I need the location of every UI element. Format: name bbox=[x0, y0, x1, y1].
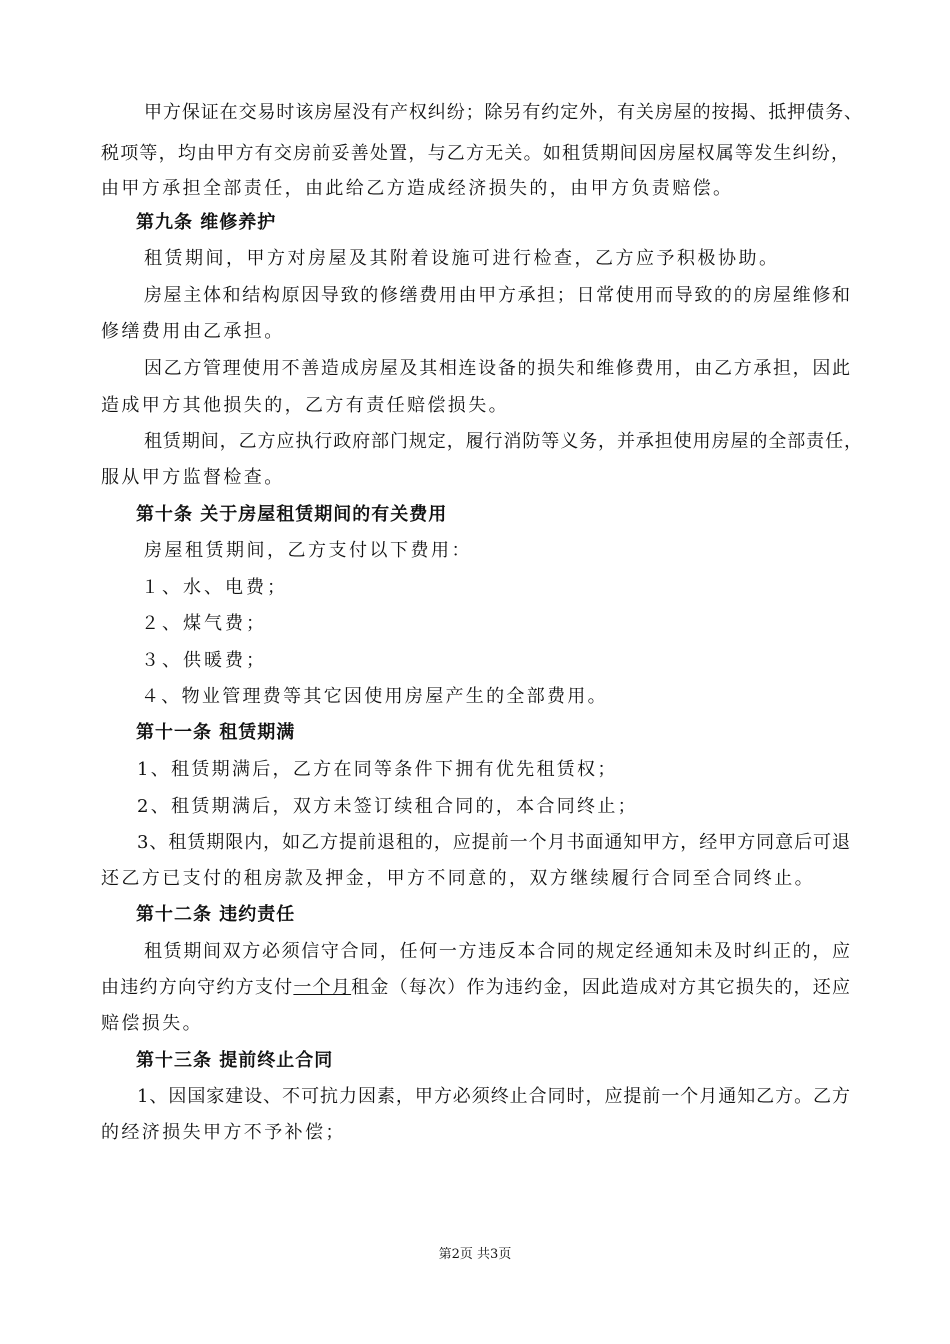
article-10-heading: 第十条 关于房屋租赁期间的有关费用 bbox=[136, 504, 448, 525]
paragraph-line: 修缮费用由乙承担。 bbox=[101, 321, 285, 342]
paragraph-line: 1、因国家建设、不可抗力因素，甲方必须终止合同时，应提前一个月通知乙方。乙方 bbox=[137, 1086, 850, 1107]
penalty-amount-underlined: 一个月 bbox=[293, 977, 352, 998]
article-12-heading: 第十二条 违约责任 bbox=[136, 904, 296, 925]
paragraph-line: 房屋主体和结构原因导致的修缮费用由甲方承担；日常使用而导致的的房屋维修和 bbox=[144, 285, 850, 306]
page-number-footer: 第2页 共3页 bbox=[438, 1247, 512, 1262]
paragraph-text: 由违约方向守约方支付 bbox=[101, 977, 294, 998]
paragraph-line bbox=[101, 976, 850, 1000]
article-9-heading: 第九条 维修养护 bbox=[136, 212, 277, 233]
paragraph-line: 甲方保证在交易时该房屋没有产权纠纷；除另有约定外，有关房屋的按揭、抵押债务、 bbox=[144, 102, 862, 123]
fee-list-item: １、水、电费； bbox=[141, 577, 288, 598]
paragraph-line: 2、租赁期满后，双方未签订续租合同的，本合同终止； bbox=[137, 796, 638, 817]
fee-list-item: ４、物业管理费等其它因使用房屋产生的全部费用。 bbox=[141, 686, 608, 707]
paragraph-line: 服从甲方监督检查。 bbox=[101, 467, 285, 488]
paragraph-line: 租赁期间，乙方应执行政府部门规定，履行消防等义务，并承担使用房屋的全部责任， bbox=[144, 431, 862, 452]
paragraph-line: 因乙方管理使用不善造成房屋及其相连设备的损失和维修费用，由乙方承担，因此 bbox=[144, 358, 850, 379]
paragraph-line: 税项等，均由甲方有交房前妥善处置，与乙方无关。如租赁期间因房屋权属等发生纠纷， bbox=[101, 143, 849, 164]
paragraph-line: 赔偿损失。 bbox=[101, 1013, 203, 1034]
paragraph-line: 的经济损失甲方不予补偿； bbox=[101, 1122, 346, 1143]
fee-list-item: ３、供暖费； bbox=[141, 650, 267, 671]
paragraph-line: 3、租赁期限内，如乙方提前退租的，应提前一个月书面通知甲方，经甲方同意后可退 bbox=[137, 832, 850, 853]
article-13-heading: 第十三条 提前终止合同 bbox=[136, 1050, 334, 1071]
fee-list-item: ２、煤气费； bbox=[141, 613, 267, 634]
paragraph-line: 造成甲方其他损失的，乙方有责任赔偿损失。 bbox=[101, 395, 509, 416]
article-11-heading: 第十一条 租赁期满 bbox=[136, 722, 296, 743]
paragraph-line: 由甲方承担全部责任，由此给乙方造成经济损失的，由甲方负责赔偿。 bbox=[101, 178, 734, 199]
paragraph-line: 还乙方已支付的租房款及押金，甲方不同意的，双方继续履行合同至合同终止。 bbox=[101, 868, 815, 889]
paragraph-line: 租赁期间双方必须信守合同，任何一方违反本合同的规定经通知未及时纠正的，应 bbox=[144, 941, 850, 962]
paragraph-line: 房屋租赁期间，乙方支付以下费用： bbox=[144, 540, 472, 561]
paragraph-line: 租赁期间，甲方对房屋及其附着设施可进行检查，乙方应予积极协助。 bbox=[144, 248, 780, 269]
paragraph-line: 1、租赁期满后，乙方在同等条件下拥有优先租赁权； bbox=[137, 759, 618, 780]
paragraph-text: 租金（每次）作为违约金，因此造成对方其它损失的，还应 bbox=[351, 977, 851, 998]
